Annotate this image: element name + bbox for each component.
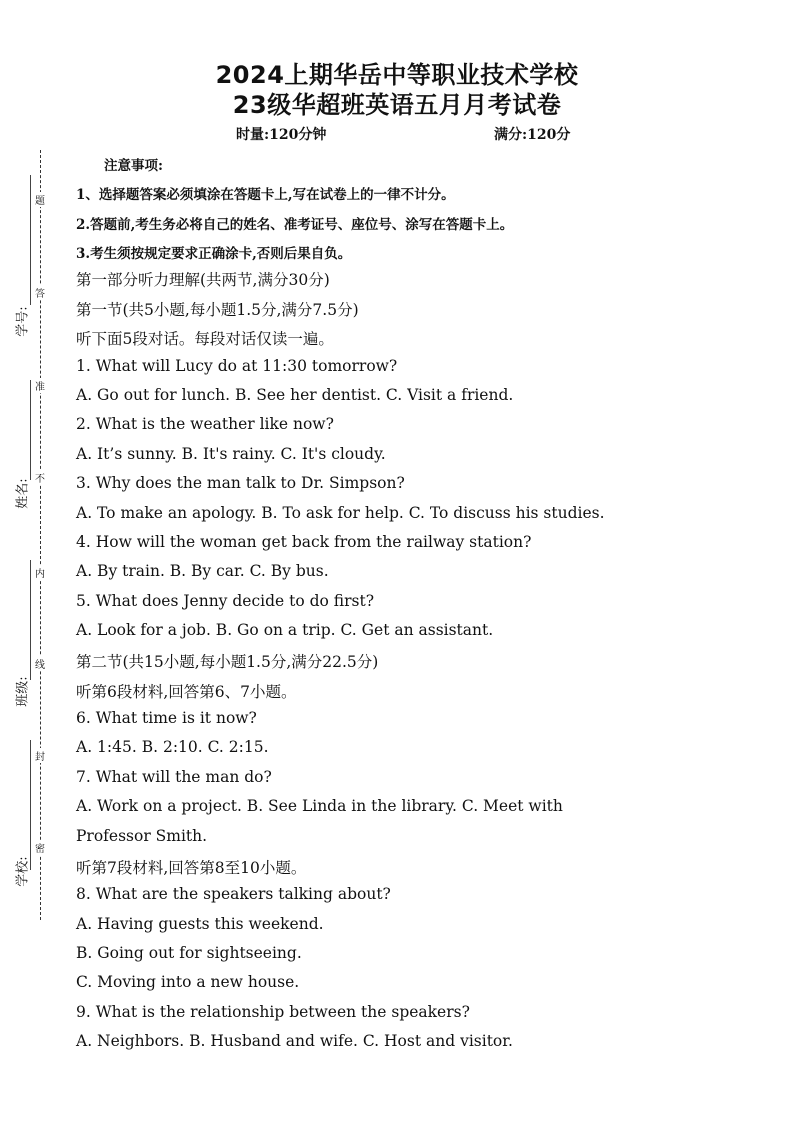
options: A. Work on a project. B. See Linda in the library. C. Meet with [76,797,563,815]
exam-title-line2: 23级华超班英语五月月考试卷 [232,91,562,119]
question: 2. What is the weather like now? [76,415,334,433]
notice-heading: 注意事项: [104,158,163,174]
options: A. Look for a job. B. Go on a trip. C. Get an assistant. [76,621,494,639]
student-id-label: 学号: [15,306,31,337]
options-continued: Professor Smith. [76,827,208,845]
question: 4. How will the woman get back from the railway station? [76,533,532,551]
seal-char: 答 [34,285,46,300]
seal-char: 准 [34,378,46,393]
question: 6. What time is it now? [76,709,257,727]
instruction: 听第6段材料,回答第6、7小题。 [76,683,297,701]
seal-char: 封 [34,748,46,763]
instruction: 听下面5段对话。每段对话仅读一遍。 [76,330,334,348]
question: 3. Why does the man talk to Dr. Simpson? [76,474,405,492]
name-blank [30,380,32,480]
school-blank [30,740,32,870]
options: A. By train. B. By car. C. By bus. [76,562,329,580]
option: C. Moving into a new house. [76,973,300,991]
question: 8. What are the speakers talking about? [76,885,391,903]
option: B. Going out for sightseeing. [76,944,302,962]
section-heading: 第二节(共15小题,每小题1.5分,满分22.5分) [76,653,379,671]
notice-item: 2.答题前,考生务必将自己的姓名、准考证号、座位号、涂写在答题卡上。 [76,217,514,233]
seal-char: 密 [34,840,46,855]
exam-time: 时量:120分钟 [236,127,327,143]
notice-item: 1、选择题答案必须填涂在答题卡上,写在试卷上的一律不计分。 [76,187,455,203]
question: 5. What does Jenny decide to do first? [76,592,375,610]
seal-char: 线 [34,656,46,671]
student-id-blank [30,175,32,305]
part-heading: 第一部分听力理解(共两节,满分30分) [76,271,330,289]
options: A. To make an apology. B. To ask for help. C. To discuss his studies. [76,504,605,522]
section-heading: 第一节(共5小题,每小题1.5分,满分7.5分) [76,301,359,319]
class-label: 班级: [15,676,31,707]
question: 9. What is the relationship between the speakers? [76,1003,470,1021]
exam-full-score: 满分:120分 [494,127,571,143]
options: A. Go out for lunch. B. See her dentist. C. Visit a friend. [76,386,514,404]
binding-dashed-line [40,150,42,920]
instruction: 听第7段材料,回答第8至10小题。 [76,859,307,877]
question: 1. What will Lucy do at 11:30 tomorrow? [76,357,398,375]
options: A. Neighbors. B. Husband and wife. C. Host and visitor. [76,1032,513,1050]
name-label: 姓名: [15,478,31,509]
question: 7. What will the man do? [76,768,272,786]
school-label: 学校: [15,856,31,887]
options: A. 1:45. B. 2:10. C. 2:15. [76,738,269,756]
exam-title-line1: 2024上期华岳中等职业技术学校 [215,61,579,89]
class-blank [30,560,32,680]
seal-char: 内 [34,565,46,580]
seal-char: 题 [34,192,46,207]
notice-item: 3.考生须按规定要求正确涂卡,否则后果自负。 [76,246,352,262]
seal-char: 不 [34,470,46,485]
option: A. Having guests this weekend. [76,915,324,933]
options: A. It’s sunny. B. It's rainy. C. It's cloudy. [76,445,386,463]
